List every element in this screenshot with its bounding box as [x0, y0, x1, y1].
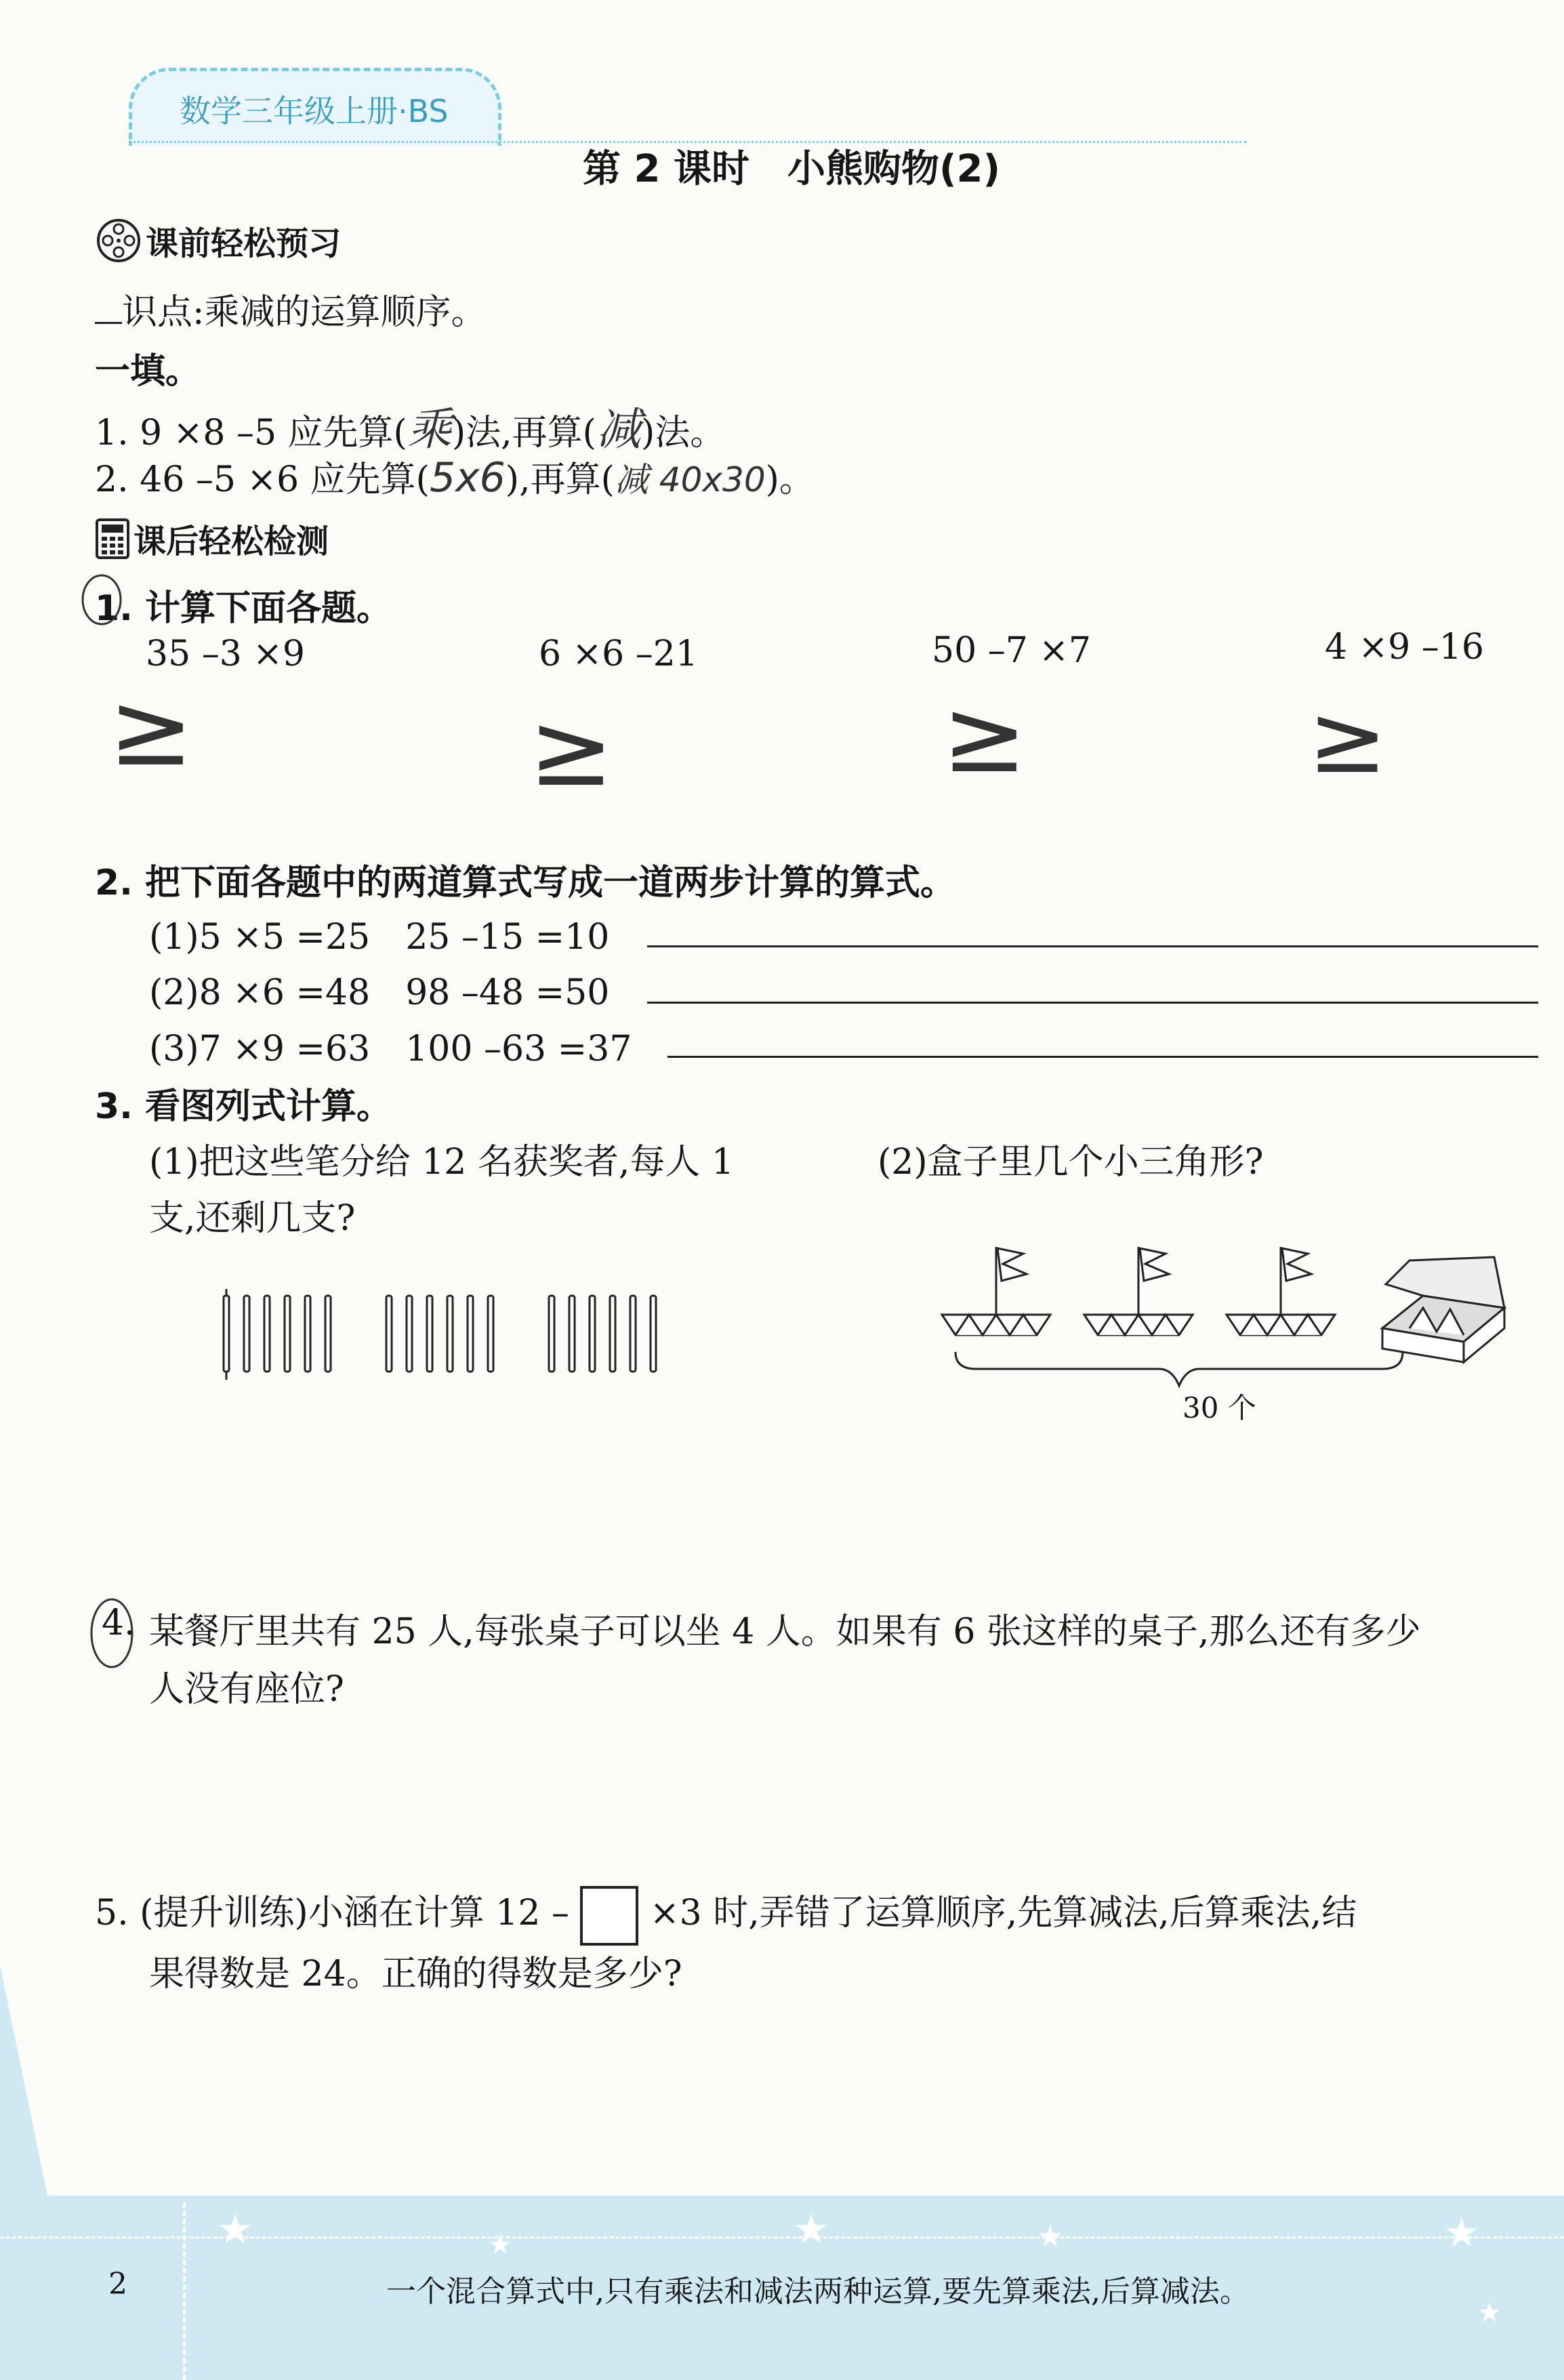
q2-item: (1)5 ×5 =25 25 –15 =10 [149, 917, 610, 958]
handwritten-mark: ≥ [108, 671, 194, 789]
knowledge-point: 识点:乘减的运算顺序。 [95, 283, 487, 334]
star-icon: ★ [1443, 2209, 1480, 2257]
handwritten-answer: 减 40x30 [614, 460, 766, 499]
q4-line2: 人没有座位? [149, 1669, 344, 1710]
star-icon: ★ [793, 2206, 829, 2253]
answer-line [647, 1002, 1538, 1004]
check-heading: 课后轻松检测 [133, 522, 329, 560]
handwritten-mark: ≥ [942, 678, 1027, 796]
page-corner-shadow [0, 1965, 47, 2196]
handwritten-mark: ≥ [529, 691, 614, 809]
q1-item: 4 ×9 –16 [1325, 627, 1484, 668]
check-section-heading [95, 515, 329, 562]
fill-heading: 一填。 [95, 351, 201, 392]
book-label: 数学三年级上册·BS [180, 93, 449, 129]
preview-question-1: 1. 9 ×8 –5 应先算(乘)法,再算(减)法。 [95, 403, 726, 455]
q5-line1: 5. (提升训练)小涵在计算 12 – ×3 时,弄错了运算顺序,先算减法,后算乘法,结 [95, 1884, 1357, 1946]
handwritten-mark: ≥ [1308, 684, 1388, 795]
star-icon: ★ [488, 2230, 512, 2261]
page-title: 第 2 课时 小熊购物(2) [583, 147, 1001, 191]
answer-line [647, 945, 1538, 947]
calculator-icon [95, 518, 130, 560]
q2-item: (3)7 ×9 =63 100 –63 =37 [149, 1029, 632, 1069]
page-number: 2 [108, 2267, 127, 2301]
triangle-count-label: 30 个 [1182, 1391, 1256, 1424]
q2-title: 2. 把下面各题中的两道算式写成一道两步计算的算式。 [95, 863, 956, 903]
footer-tip: 一个混合算式中,只有乘法和减法两种运算,要先算乘法,后算减法。 [386, 2274, 1250, 2309]
q4-line1: 某餐厅里共有 25 人,每张桌子可以坐 4 人。如果有 6 张这样的桌子,那么还有多少 [149, 1612, 1421, 1652]
blank-box [580, 1886, 638, 1946]
q3-2-text: (2)盒子里几个小三角形? [878, 1142, 1264, 1183]
q3-1-line2: 支,还剩几支? [149, 1198, 356, 1239]
preview-heading: 课前轻松预习 [146, 224, 342, 263]
q5-line2: 果得数是 24。正确的得数是多少? [149, 1954, 682, 1994]
answer-line [667, 1056, 1538, 1058]
pens-illustration [217, 1288, 678, 1382]
footer-divider [183, 2202, 186, 2380]
q1-item: 6 ×6 –21 [539, 634, 698, 674]
handwritten-answer: 乘 [407, 403, 452, 455]
q3-1-line1: (1)把这些笔分给 12 名获奖者,每人 1 [149, 1142, 735, 1183]
preview-question-2: 2. 46 –5 ×6 应先算(5x6),再算(减 40x30)。 [95, 454, 815, 501]
star-icon: ★ [1037, 2219, 1064, 2254]
q4-number: 4. [102, 1603, 136, 1643]
star-icon: ★ [1477, 2297, 1502, 2328]
star-icon: ★ [217, 2206, 253, 2253]
q1-item: 50 –7 ×7 [932, 630, 1091, 671]
q2-item: (2)8 ×6 =48 98 –48 =50 [149, 972, 610, 1013]
q1-item: 35 –3 ×9 [146, 634, 305, 674]
preview-section-heading [95, 217, 341, 264]
q1-title: 1. 计算下面各题。 [95, 588, 392, 629]
handwritten-circle [78, 573, 125, 627]
handwritten-answer: 减 [596, 403, 641, 455]
q3-title: 3. 看图列式计算。 [95, 1086, 392, 1127]
film-reel-icon [95, 217, 142, 264]
handwritten-answer: 5x6 [429, 454, 506, 501]
